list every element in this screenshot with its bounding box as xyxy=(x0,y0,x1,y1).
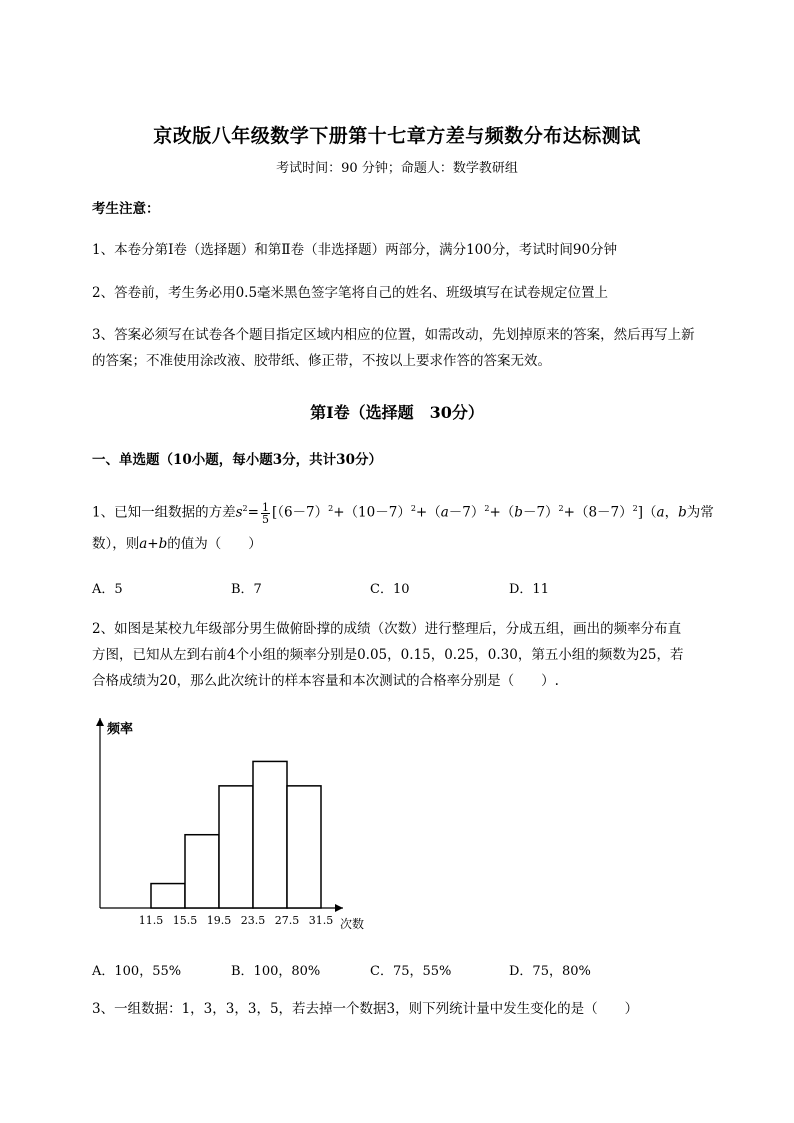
q1-option-a[interactable]: A．5 xyxy=(92,582,123,597)
question-1-line-1: 1、已知一组数据的方差$s^2=$ $\frac{1}{5}$ $[(6-7)^2+(10-7)^2+(a-7)^2+(b-7)^2+(8-7)^2](a$，b为常 xyxy=(92,500,714,526)
fraction: $\frac{1}{5}$ xyxy=(261,500,269,526)
notice-heading: 考生注意： xyxy=(92,201,160,217)
question-3-text: 3、一组数据：1，3，3，3，5，若去掉一个数据3，则下列统计量中发生变化的是（ ） xyxy=(92,1001,639,1017)
part-heading: 一、单选题（10小题，每小题3分，共计30分） xyxy=(92,452,382,468)
histogram-bar xyxy=(151,884,185,908)
x-tick-label: 15.5 xyxy=(172,914,198,927)
x-tick-label: 27.5 xyxy=(274,914,300,927)
histogram-bar xyxy=(185,835,219,908)
page-subtitle: 考试时间：90 分钟；命题人：数学教研组 xyxy=(276,161,518,176)
question-2-line-2: 方图，已知从左到右前4个小组的频率分别是0.05，0.15，0.25，0.30，第五小组的频数为25，若 xyxy=(92,647,684,663)
question-2-line-1: 2、如图是某校九年级部分男生做俯卧撑的成绩（次数）进行整理后，分成五组，画出的频率分布直 xyxy=(92,621,682,637)
histogram-bar xyxy=(219,786,253,908)
y-axis-arrow xyxy=(96,718,104,726)
q2-option-d[interactable]: D．75，80% xyxy=(509,964,591,979)
section-title: 第I卷（选择题 30分） xyxy=(310,403,484,422)
histogram-bar xyxy=(287,786,321,908)
page-title: 京改版八年级数学下册第十七章方差与频数分布达标测试 xyxy=(153,125,641,147)
x-axis-arrow xyxy=(335,904,343,912)
q1-option-c[interactable]: C．10 xyxy=(370,582,410,597)
notice-item-1: 1、本卷分第I卷（选择题）和第Ⅱ卷（非选择题）两部分，满分100分，考试时间90分钟 xyxy=(92,242,618,258)
question-1-line-2: 数），则a+b的值为（ ） xyxy=(92,536,262,552)
question-2-line-3: 合格成绩为20，那么此次统计的样本容量和本次测试的合格率分别是（ ）. xyxy=(92,673,559,689)
histogram-chart xyxy=(85,710,385,940)
notice-item-2: 2、答卷前，考生务必用0.5毫米黑色签字笔将自己的姓名、班级填写在试卷规定位置上 xyxy=(92,285,609,301)
x-tick-label: 31.5 xyxy=(308,914,334,927)
x-tick-label: 11.5 xyxy=(138,914,164,927)
notice-item-3: 3、答案必须写在试卷各个题目指定区域内相应的位置，如需改动，先划掉原来的答案，然后再写上新 xyxy=(92,327,695,343)
q2-option-a[interactable]: A．100，55% xyxy=(92,964,182,979)
y-axis-label: 频率 xyxy=(107,722,134,737)
x-tick-label: 23.5 xyxy=(240,914,266,927)
x-axis-label: 次数 xyxy=(340,917,365,931)
q2-option-c[interactable]: C．75，55% xyxy=(370,964,452,979)
histogram-bar xyxy=(253,761,287,908)
notice-item-3-cont: 的答案；不准使用涂改液、胶带纸、修正带，不按以上要求作答的答案无效。 xyxy=(92,353,551,369)
q1-option-b[interactable]: B．7 xyxy=(231,582,262,597)
x-tick-label: 19.5 xyxy=(206,914,232,927)
q2-option-b[interactable]: B．100，80% xyxy=(231,964,321,979)
q1-option-d[interactable]: D．11 xyxy=(509,582,549,597)
